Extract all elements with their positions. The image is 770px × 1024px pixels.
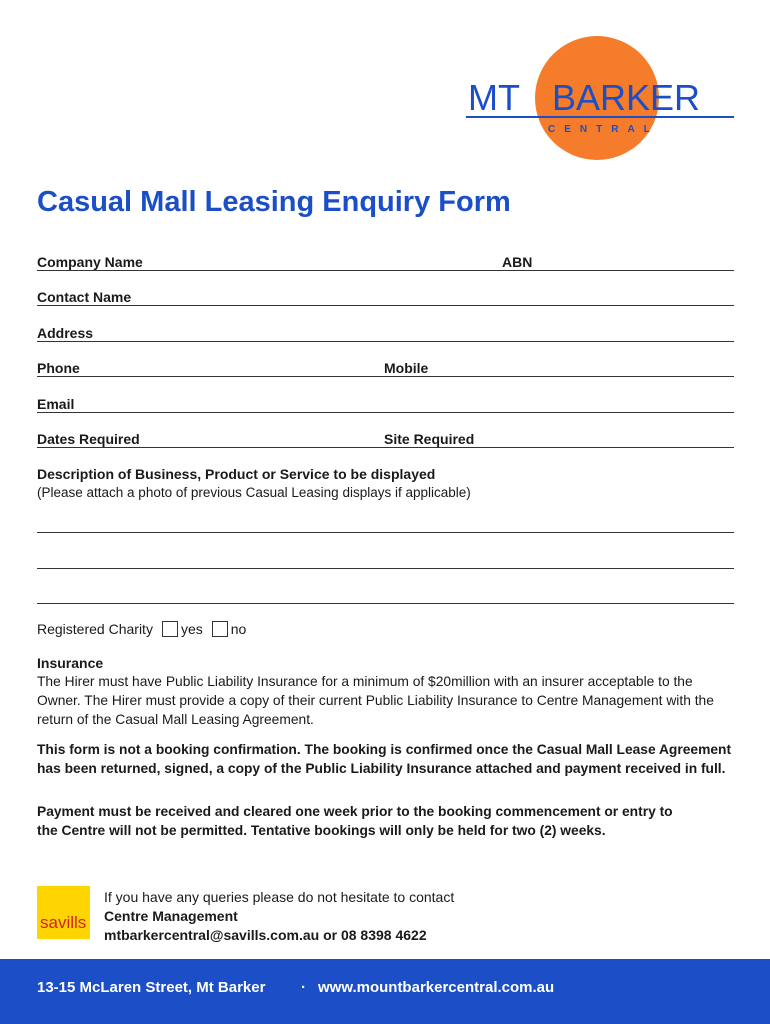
company-name-abn-input-line[interactable] bbox=[37, 270, 734, 271]
page-title: Casual Mall Leasing Enquiry Form bbox=[37, 186, 511, 218]
description-line-3[interactable] bbox=[37, 603, 734, 604]
savills-logo bbox=[37, 886, 90, 939]
registered-charity-label: Registered Charity bbox=[37, 621, 153, 637]
payment-notice: Payment must be received and cleared one week prior to the booking commencement or entry to the Centre will not be permitted. Tentative bookings will only be held for two (2) weeks. bbox=[37, 804, 673, 838]
mobile-label: Mobile bbox=[384, 360, 429, 376]
booking-notice: This form is not a booking confirmation. The booking is confirmed once the Casual Mall Lease Agreement has been returned, signed, a copy of the Public Liability Insurance attached and payment received in full. bbox=[37, 742, 732, 776]
dates-required-label: Dates Required bbox=[37, 431, 140, 447]
phone-mobile-input-line[interactable] bbox=[37, 376, 734, 377]
phone-label: Phone bbox=[37, 360, 80, 376]
contact-intro: If you have any queries please do not hesitate to contact bbox=[104, 889, 455, 905]
footer-website-link[interactable]: www.mountbarkercentral.com.au bbox=[318, 979, 555, 996]
logo-word-barker: BARKER bbox=[552, 77, 701, 118]
contact-name: Centre Management bbox=[104, 908, 238, 924]
dates-site-input-line[interactable] bbox=[37, 447, 734, 448]
company-name-label: Company Name bbox=[37, 254, 143, 270]
contact-details: mtbarkercentral@savills.com.au or 08 8398 4622 bbox=[104, 927, 427, 943]
address-input-line[interactable] bbox=[37, 341, 734, 342]
insurance-title: Insurance bbox=[37, 655, 104, 671]
contact-name-input-line[interactable] bbox=[37, 305, 734, 306]
site-required-label: Site Required bbox=[384, 431, 475, 447]
charity-yes-checkbox[interactable] bbox=[162, 621, 178, 637]
registered-charity-row bbox=[37, 621, 246, 637]
address-label: Address bbox=[37, 325, 94, 341]
footer-address: 13-15 McLaren Street, Mt Barker bbox=[37, 979, 266, 996]
description-subtitle: (Please attach a photo of previous Casual Leasing displays if applicable) bbox=[37, 485, 471, 500]
mt-barker-central-logo bbox=[466, 32, 736, 164]
description-title: Description of Business, Product or Service to be displayed bbox=[37, 466, 436, 482]
abn-label: ABN bbox=[502, 254, 533, 270]
description-line-2[interactable] bbox=[37, 568, 734, 569]
insurance-text: The Hirer must have Public Liability Insurance for a minimum of $20million with an insurer acceptable to the Owner. The Hirer must provide a copy of their current Public Liability Insurance to Centre Management with the return of the Casual Mall Leasing Agreement. bbox=[37, 674, 714, 727]
email-input-line[interactable] bbox=[37, 412, 734, 413]
description-line-1[interactable] bbox=[37, 532, 734, 533]
contact-name-label: Contact Name bbox=[37, 289, 132, 305]
charity-no-label: no bbox=[230, 621, 247, 637]
footer-bar bbox=[0, 959, 770, 1024]
footer-separator: · bbox=[301, 979, 306, 996]
charity-no-checkbox[interactable] bbox=[212, 621, 228, 637]
savills-logo-text: savills bbox=[40, 913, 87, 932]
logo-word-mt: MT bbox=[468, 77, 520, 118]
charity-yes-label: yes bbox=[180, 621, 203, 637]
email-label: Email bbox=[37, 396, 75, 412]
logo-tagline: CENTRAL bbox=[548, 124, 659, 135]
